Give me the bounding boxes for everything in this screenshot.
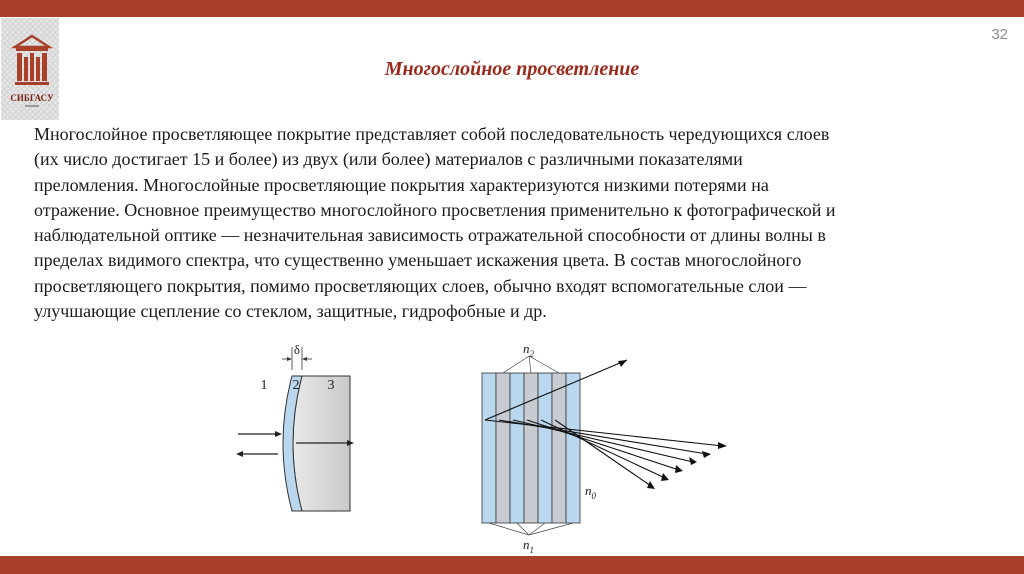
n2-label: $n_2$ xyxy=(523,341,534,359)
slide-number: 32 xyxy=(991,26,1008,43)
region-label-2: 2 xyxy=(292,378,300,393)
layer-stack xyxy=(482,373,580,523)
delta-label: δ xyxy=(293,342,301,357)
region-label-3: 3 xyxy=(327,378,335,393)
pointer-lines-bottom xyxy=(489,523,573,535)
body-paragraph xyxy=(34,122,994,324)
top-accent-bar xyxy=(0,0,1024,17)
body-line: улучшающие сцепление со стеклом, защитные, гидрофобные и др. xyxy=(34,301,547,322)
body-line: преломления. Многослойные просветляющие покрытия характеризуются низкими потерями на xyxy=(34,174,769,195)
body-line: Многослойное просветляющее покрытие представляет собой последовательность чередующихся слоев xyxy=(34,124,830,144)
arrowheads xyxy=(647,442,727,489)
body-line: отражение. Основное преимущество многослойного просветления применительно к фотографической и xyxy=(34,199,836,220)
multilayer-diagram xyxy=(455,338,745,555)
body-line: пределах видимого спектра, что существенно уменьшает искажения цвета. В состав многослойного xyxy=(34,250,802,271)
single-layer-diagram xyxy=(230,342,360,517)
n1-label: $n_1$ xyxy=(523,537,534,555)
slide-title: Многослойное просветление xyxy=(384,58,640,80)
body-line: просветляющего покрытия, помимо просветляющих слоев, обычно входят вспомогательные слои — xyxy=(34,275,807,296)
n0-label: $n_0$ xyxy=(585,483,596,501)
logo-text: СИБГАСУ xyxy=(10,93,54,103)
body-line: наблюдательной оптике — незначительная зависимость отражательной способности от длины волны в xyxy=(34,225,826,246)
region-label-1: 1 xyxy=(260,378,268,393)
body-line: (их число достигает 15 и более) из двух (или более) материалов с различными показателями xyxy=(34,149,743,170)
bottom-accent-bar xyxy=(0,556,1024,574)
